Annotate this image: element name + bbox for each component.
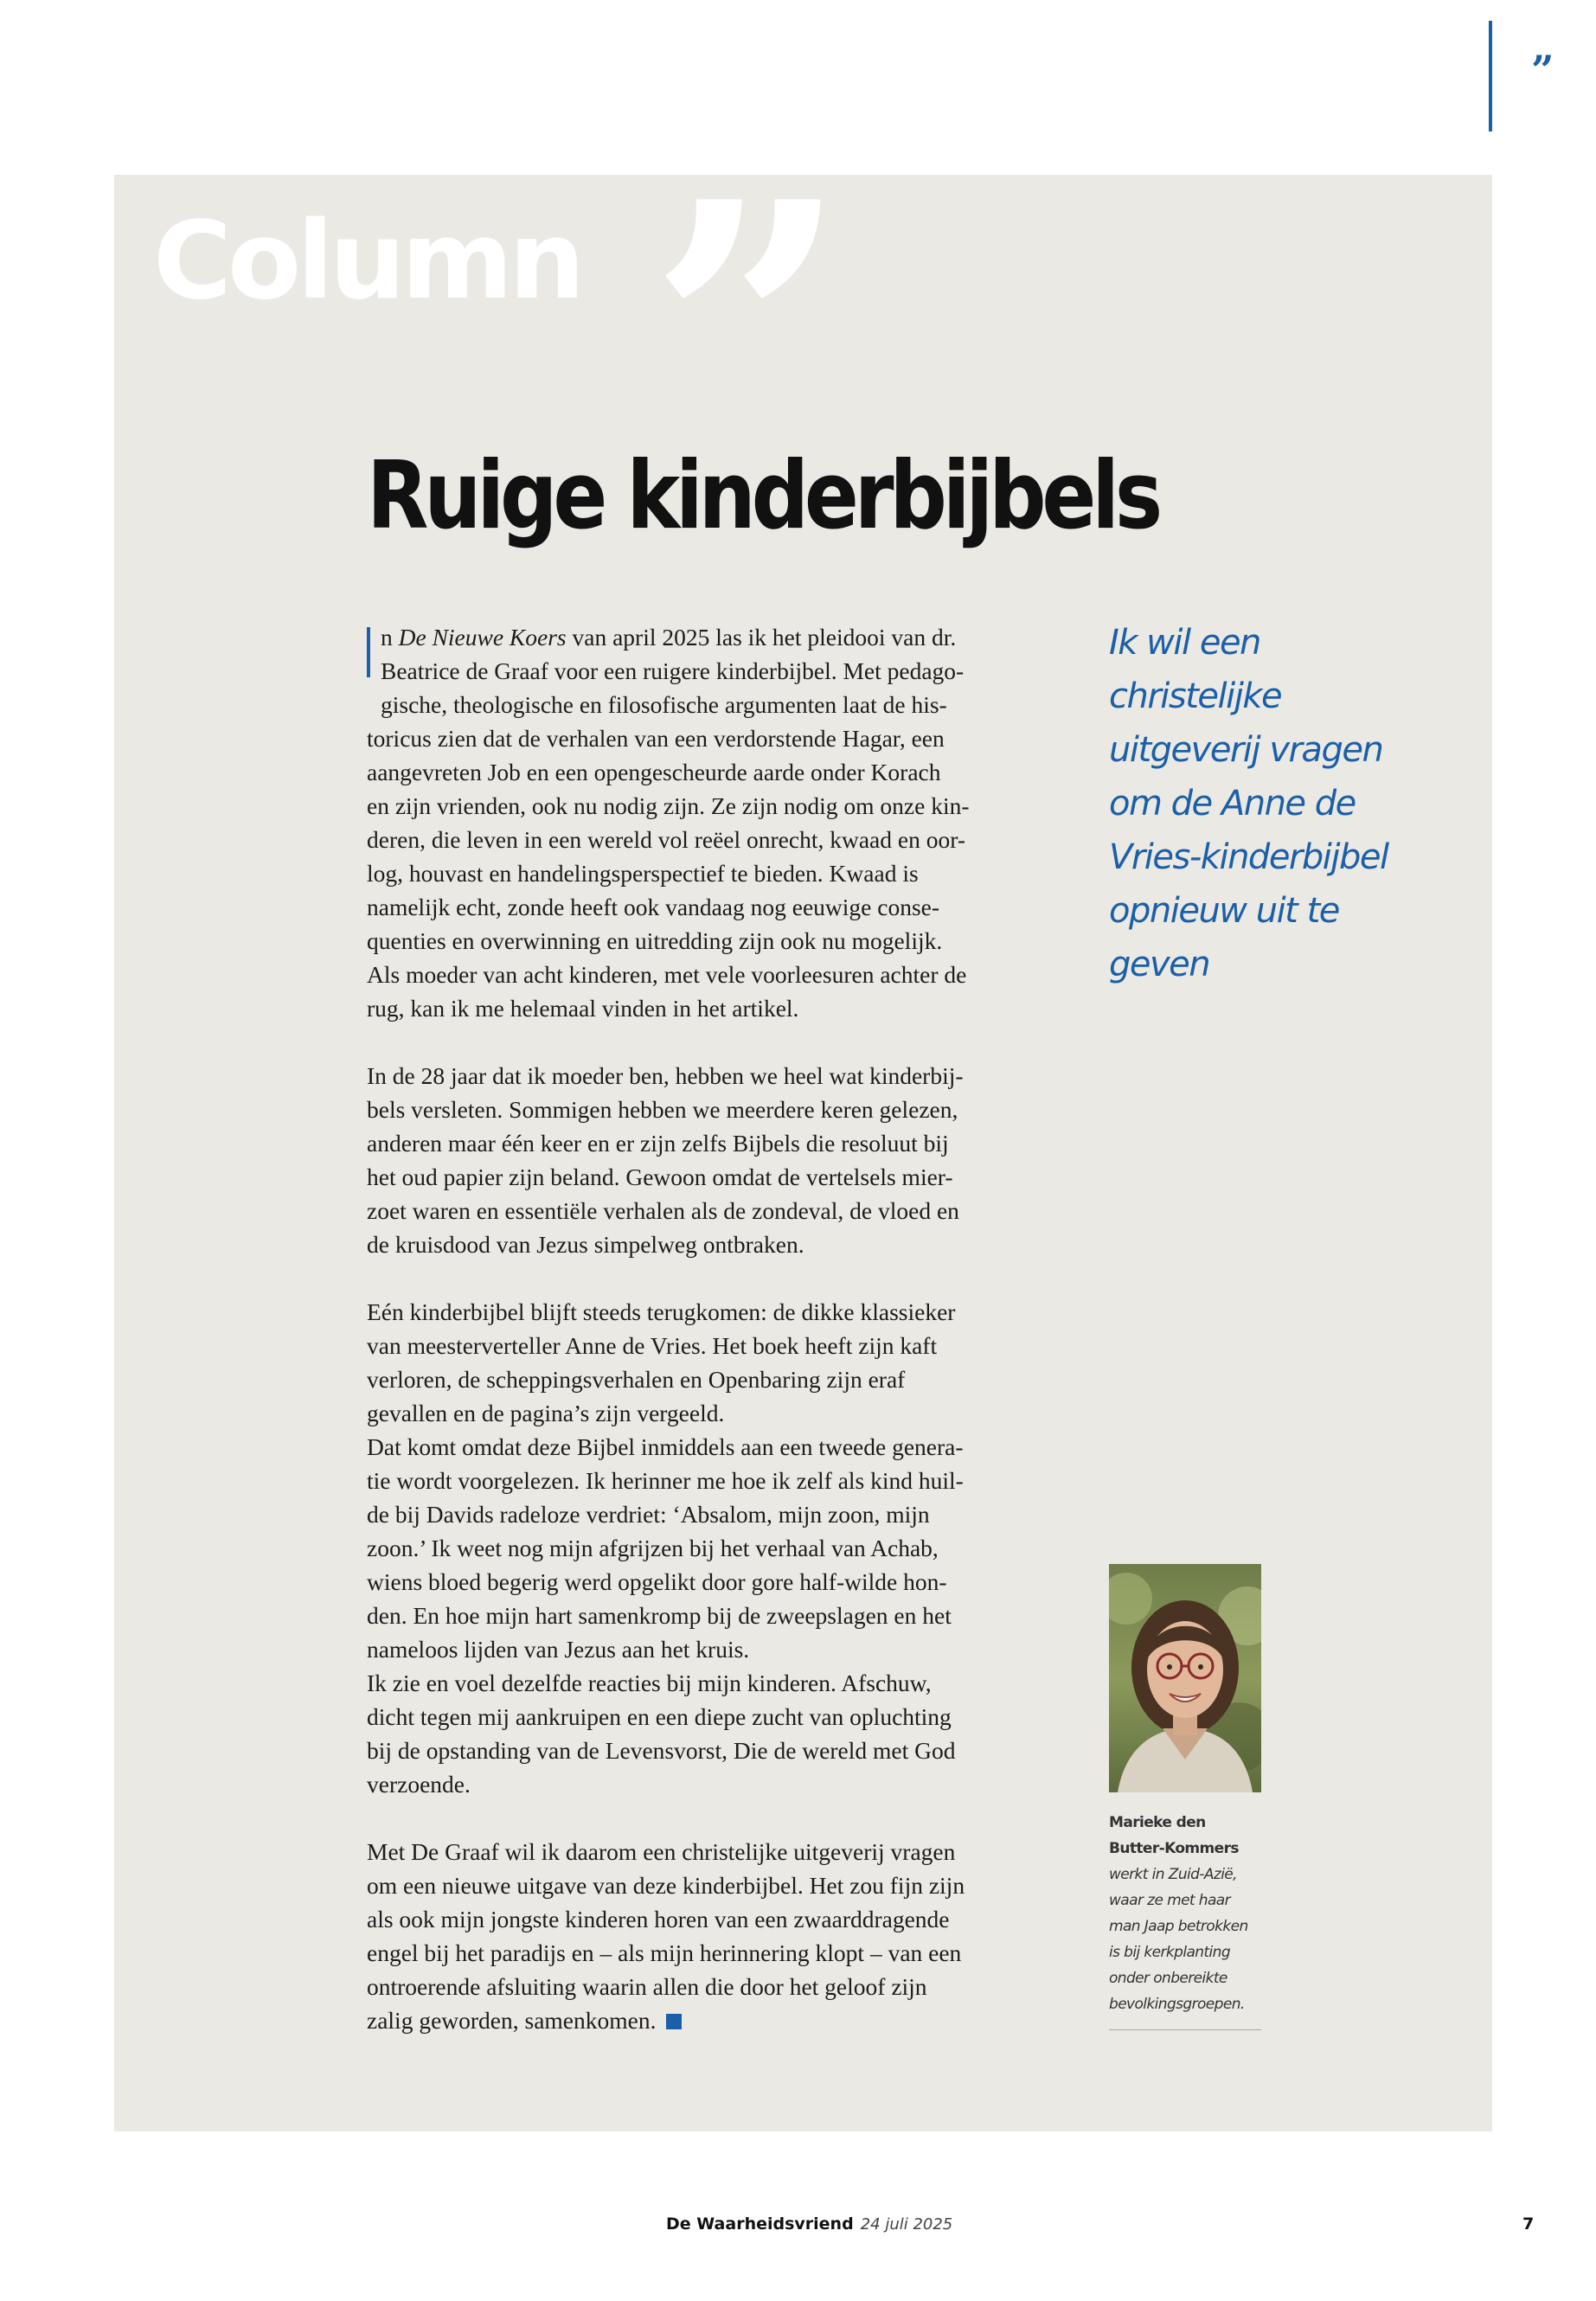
text-line: Dat komt omdat deze Bijbel inmiddels aan een tweede genera- — [367, 1433, 964, 1460]
text-line: als ook mijn jongste kinderen horen van een zwaarddragende — [367, 1906, 950, 1932]
text-line: n De Nieuwe Koers van april 2025 las ik het pleidooi van dr. — [381, 624, 957, 651]
text-line: de kruisdood van Jezus simpelweg ontbraken. — [367, 1231, 804, 1258]
author-description: man Jaap betrokken — [1109, 1918, 1248, 1935]
text-line: zalig geworden, samenkomen. — [367, 2003, 1063, 2037]
pull-quote-line: Ik wil een — [1109, 623, 1260, 663]
pull-quote-line: christelijke — [1109, 676, 1282, 716]
pull-quote-line: opnieuw uit te — [1109, 891, 1339, 931]
paragraph-4 — [367, 1835, 1063, 2037]
paragraph-1 — [367, 620, 1063, 1025]
article-body — [367, 620, 1063, 2071]
text-line: Als moeder van acht kinderen, met vele voorleesuren achter de — [367, 961, 967, 988]
text-line: ontroerende afsluiting waarin allen die door het geloof zijn — [367, 1973, 927, 2000]
text-line: verzoende. — [367, 1771, 471, 1798]
header-rule — [1489, 21, 1492, 131]
text-line: tie wordt voorgelezen. Ik herinner me hoe ik zelf als kind huil- — [367, 1467, 964, 1494]
text-line: toricus zien dat de verhalen van een verdorstende Hagar, een — [367, 725, 945, 752]
text-line: engel bij het paradijs en – als mijn herinnering klopt – van een — [367, 1939, 962, 1966]
text-line: bels versleten. Sommigen hebben we meerdere keren gelezen, — [367, 1096, 958, 1123]
large-quote-icon: ” — [649, 175, 814, 534]
text-line: verloren, de scheppingsverhalen en Openbaring zijn eraf — [367, 1366, 906, 1393]
initial-letter-bar — [367, 627, 370, 677]
headline: Ruige kinderbijbels — [367, 442, 1159, 550]
text-line: gevallen en de pagina’s zijn vergeeld. — [367, 1400, 725, 1426]
text-line: van meesterverteller Anne de Vries. Het boek heeft zijn kaft — [367, 1332, 938, 1359]
bio-divider — [1109, 2029, 1261, 2030]
text-line: het oud papier zijn beland. Gewoon omdat de vertelsels mier- — [367, 1163, 953, 1190]
text-line: en zijn vrienden, ook nu nodig zijn. Ze zijn nodig om onze kin- — [367, 792, 970, 819]
text-line: rug, kan ik me helemaal vinden in het artikel. — [367, 995, 799, 1022]
paragraph-2 — [367, 1059, 1063, 1261]
footer-publication: De Waarheidsvriend 24 juli 2025 — [666, 2214, 953, 2234]
publication-title: De Nieuwe Koers — [398, 624, 567, 651]
section-label: Column — [153, 199, 581, 324]
author-description: onder onbereikte — [1109, 1970, 1227, 1987]
text-line: Eén kinderbijbel blijft steeds terugkomen: de dikke klassieker — [367, 1298, 956, 1325]
author-description: is bij kerkplanting — [1109, 1944, 1231, 1961]
text-line: anderen maar één keer en er zijn zelfs Bijbels die resoluut bij — [367, 1130, 949, 1157]
text-line: quenties en overwinning en uitredding zijn ook nu mogelijk. — [367, 927, 943, 954]
pull-quote-line: om de Anne de — [1109, 784, 1356, 824]
author-bio — [1109, 1810, 1266, 2017]
footer-date: 24 juli 2025 — [860, 2215, 953, 2234]
author-description: bevolkingsgroepen. — [1109, 1996, 1245, 2013]
text-line: log, houvast en handelingsperspectief te bieden. Kwaad is — [367, 860, 919, 887]
author-description: waar ze met haar — [1109, 1892, 1231, 1909]
paragraph-3 — [367, 1295, 1063, 1801]
text-line: bij de opstanding van de Levensvorst, Die de wereld met God — [367, 1737, 956, 1764]
page-number: 7 — [1522, 2214, 1535, 2234]
author-name: Marieke den — [1109, 1814, 1206, 1831]
text-line: nameloos lijden van Jezus aan het kruis. — [367, 1636, 750, 1663]
text-line: aangevreten Job en een opengescheurde aarde onder Korach — [367, 759, 941, 785]
text-line: namelijk echt, zonde heeft ook vandaag nog eeuwige conse- — [367, 894, 940, 920]
author-photo — [1109, 1564, 1261, 1792]
pull-quote-line: geven — [1109, 945, 1210, 984]
author-description: werkt in Zuid-Azië, — [1109, 1866, 1237, 1883]
text-line: dicht tegen mij aankruipen en een diepe zucht van opluchting — [367, 1703, 952, 1730]
text-line: wiens bloed begerig werd opgelikt door gore half-wilde hon- — [367, 1568, 947, 1595]
pull-quote — [1109, 616, 1394, 991]
text-line: zoet waren en essentiële verhalen als de zondeval, de vloed en — [367, 1197, 959, 1224]
column-panel — [114, 175, 1492, 2131]
text-line: Beatrice de Graaf voor een ruigere kinderbijbel. Met pedago- — [381, 657, 965, 684]
text-line: Met De Graaf wil ik daarom een christelijke uitgeverij vragen — [367, 1838, 956, 1865]
text-line: de bij Davids radeloze verdriet: ‘Absalom, mijn zoon, mijn — [367, 1501, 930, 1528]
header-quote-icon: ” — [1531, 47, 1553, 93]
text-line: om een nieuwe uitgave van deze kinderbijbel. Het zou fijn zijn — [367, 1872, 965, 1899]
text-line: den. En hoe mijn hart samenkromp bij de zweepslagen en het — [367, 1602, 952, 1629]
pull-quote-line: uitgeverij vragen — [1109, 730, 1383, 770]
text-line: gische, theologische en filosofische argumenten laat de his- — [381, 691, 947, 718]
text-line: In de 28 jaar dat ik moeder ben, hebben we heel wat kinderbij- — [367, 1062, 964, 1089]
text-line: deren, die leven in een wereld vol reëel onrecht, kwaad en oor- — [367, 826, 965, 853]
text-line: zoon.’ Ik weet nog mijn afgrijzen bij het verhaal van Achab, — [367, 1535, 939, 1561]
end-mark-icon — [666, 2014, 682, 2029]
pull-quote-line: Vries-kinderbijbel — [1109, 837, 1388, 877]
text-line: Ik zie en voel dezelfde reacties bij mijn kinderen. Afschuw, — [367, 1670, 932, 1696]
author-name: Butter-Kommers — [1109, 1840, 1239, 1857]
